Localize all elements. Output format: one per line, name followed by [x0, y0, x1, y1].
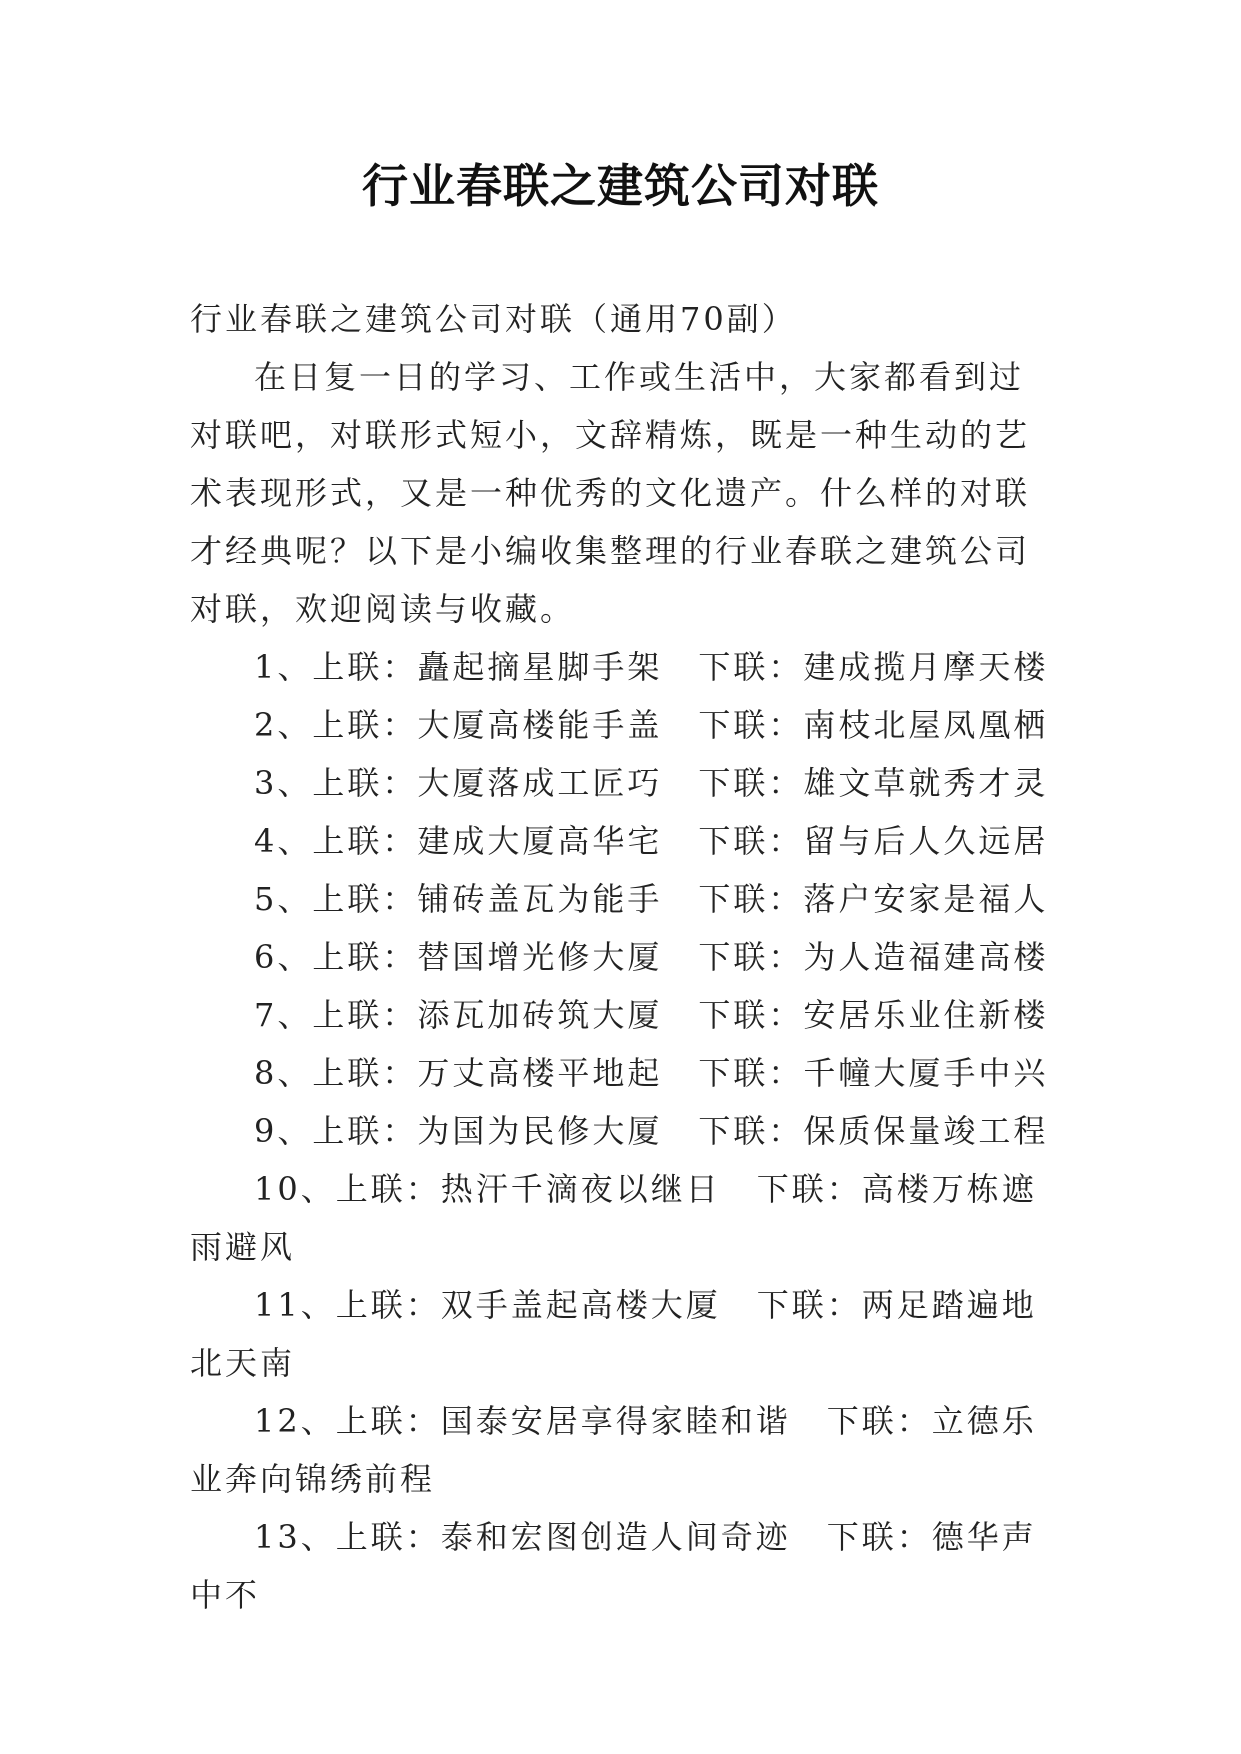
- lower-label: 下联：: [698, 1112, 804, 1150]
- lower-label: 下联：: [756, 1170, 862, 1208]
- couplet-number: 13、: [254, 1518, 336, 1556]
- lower-line: 高楼万栋遮雨避风: [190, 1170, 1037, 1266]
- lower-label: 下联：: [756, 1286, 862, 1324]
- upper-line: 大厦高楼能手盖: [417, 706, 663, 744]
- upper-line: 建成大厦高华宅: [417, 822, 663, 860]
- intro-paragraph: 在日复一日的学习、工作或生活中，大家都看到过对联吧，对联形式短小，文辞精炼，既是一种生动的艺术表现形式，又是一种优秀的文化遗产。什么样的对联才经典呢？以下是小编收集整理的行业春联之建筑公司对联，欢迎阅读与收藏。: [190, 358, 1031, 628]
- lower-line: 雄文草就秀才灵: [803, 764, 1049, 802]
- couplet-number: 12、: [254, 1402, 336, 1440]
- document-subtitle: 行业春联之建筑公司对联（通用70副）: [190, 300, 797, 338]
- lower-label: 下联：: [698, 938, 804, 976]
- couplet-number: 5、: [254, 880, 313, 918]
- upper-label: 上联：: [312, 706, 418, 744]
- lower-line: 立德乐业奔向锦绣前程: [190, 1402, 1037, 1498]
- couplet-item: [190, 1508, 1055, 1624]
- upper-label: 上联：: [312, 648, 418, 686]
- document-title: 行业春联之建筑公司对联: [362, 159, 879, 213]
- upper-label: 上联：: [312, 1112, 418, 1150]
- couplet-item: [190, 1392, 1055, 1508]
- couplet-number: 11、: [254, 1286, 336, 1324]
- lower-label: 下联：: [698, 996, 804, 1034]
- upper-line: 双手盖起高楼大厦: [440, 1286, 721, 1324]
- upper-line: 添瓦加砖筑大厦: [417, 996, 663, 1034]
- couplet-list: [190, 638, 1055, 1624]
- couplet-number: 3、: [254, 764, 313, 802]
- couplet-number: 9、: [254, 1112, 313, 1150]
- lower-line: 留与后人久远居: [803, 822, 1049, 860]
- upper-line: 国泰安居享得家睦和谐: [440, 1402, 791, 1440]
- lower-label: 下联：: [698, 648, 804, 686]
- upper-label: 上联：: [312, 938, 418, 976]
- lower-label: 下联：: [698, 706, 804, 744]
- lower-line: 南枝北屋凤凰栖: [803, 706, 1049, 744]
- lower-line: 落户安家是福人: [803, 880, 1049, 918]
- lower-line: 建成揽月摩天楼: [803, 648, 1049, 686]
- upper-line: 泰和宏图创造人间奇迹: [440, 1518, 791, 1556]
- upper-label: 上联：: [312, 996, 418, 1034]
- lower-label: 下联：: [826, 1518, 932, 1556]
- couplet-item: [190, 812, 1055, 870]
- upper-line: 大厦落成工匠巧: [417, 764, 663, 802]
- couplet-item: [190, 1276, 1055, 1392]
- upper-line: 替国增光修大厦: [417, 938, 663, 976]
- couplet-item: [190, 870, 1055, 928]
- lower-line: 保质保量竣工程: [803, 1112, 1049, 1150]
- upper-label: 上联：: [312, 822, 418, 860]
- couplet-item: [190, 1044, 1055, 1102]
- upper-line: 为国为民修大厦: [417, 1112, 663, 1150]
- lower-label: 下联：: [698, 1054, 804, 1092]
- couplet-item: [190, 928, 1055, 986]
- couplet-number: 1、: [254, 648, 313, 686]
- couplet-item: [190, 696, 1055, 754]
- upper-label: 上联：: [335, 1170, 441, 1208]
- upper-label: 上联：: [312, 764, 418, 802]
- upper-label: 上联：: [312, 1054, 418, 1092]
- lower-line: 安居乐业住新楼: [803, 996, 1049, 1034]
- upper-line: 热汗千滴夜以继日: [440, 1170, 721, 1208]
- couplet-item: [190, 754, 1055, 812]
- couplet-number: 4、: [254, 822, 313, 860]
- lower-line: 为人造福建高楼: [803, 938, 1049, 976]
- lower-line: 两足踏遍地北天南: [190, 1286, 1037, 1382]
- couplet-number: 7、: [254, 996, 313, 1034]
- lower-label: 下联：: [698, 822, 804, 860]
- couplet-number: 10、: [254, 1170, 336, 1208]
- upper-label: 上联：: [335, 1286, 441, 1324]
- couplet-number: 8、: [254, 1054, 313, 1092]
- upper-line: 万丈高楼平地起: [417, 1054, 663, 1092]
- upper-line: 铺砖盖瓦为能手: [417, 880, 663, 918]
- couplet-number: 2、: [254, 706, 313, 744]
- lower-line: 千幢大厦手中兴: [803, 1054, 1049, 1092]
- lower-line: 德华声中不: [190, 1518, 1037, 1614]
- couplet-item: [190, 1102, 1055, 1160]
- upper-label: 上联：: [312, 880, 418, 918]
- couplet-item: [190, 986, 1055, 1044]
- document-body: [190, 290, 1055, 1624]
- upper-label: 上联：: [335, 1402, 441, 1440]
- upper-line: 矗起摘星脚手架: [417, 648, 663, 686]
- upper-label: 上联：: [335, 1518, 441, 1556]
- lower-label: 下联：: [698, 764, 804, 802]
- lower-label: 下联：: [826, 1402, 932, 1440]
- couplet-item: [190, 1160, 1055, 1276]
- lower-label: 下联：: [698, 880, 804, 918]
- couplet-number: 6、: [254, 938, 313, 976]
- couplet-item: [190, 638, 1055, 696]
